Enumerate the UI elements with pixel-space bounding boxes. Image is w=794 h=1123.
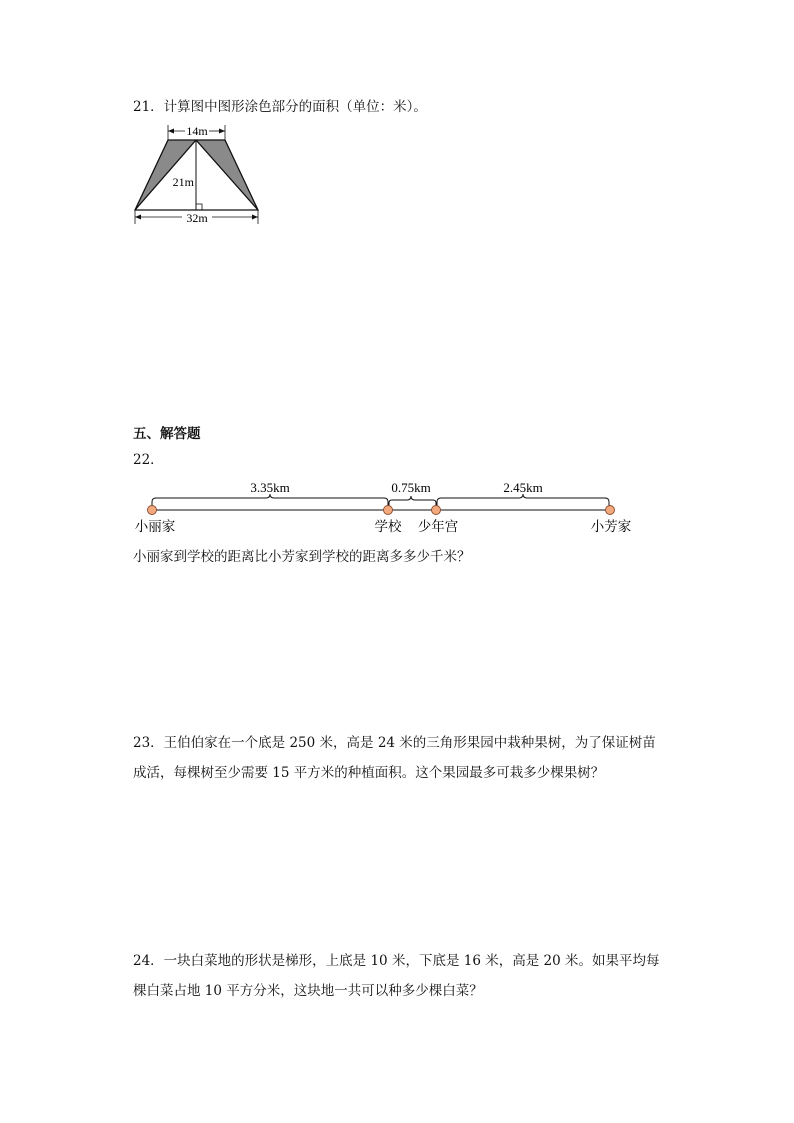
right-angle-mark — [196, 204, 202, 210]
dot-xiaofang-home — [606, 506, 615, 515]
section-title: 五、解答题 — [133, 426, 201, 442]
bottom-base-label: 32m — [186, 211, 208, 225]
place-label-1: 小丽家 — [134, 519, 176, 534]
height-label: 21m — [172, 175, 194, 189]
segment-label-1: 3.35km — [250, 480, 290, 495]
brace-3 — [437, 494, 609, 508]
dot-xiaoli-home — [148, 506, 157, 515]
q21-text: 21．计算图中图形涂色部分的面积（单位：米）。 — [133, 99, 427, 115]
q23-line-1: 23．王伯伯家在一个底是 250 米，高是 24 米的三角形果园中栽种果树，为了保证树苗 — [133, 735, 656, 751]
q24-line-2: 棵白菜占地 10 平方分米，这块地一共可以种多少棵白菜？ — [133, 983, 483, 999]
dot-youth-palace — [432, 506, 441, 515]
q23-line-2: 成活，每棵树至少需要 15 平方米的种植面积。这个果园最多可栽多少棵果树？ — [133, 765, 605, 781]
brace-2 — [389, 496, 436, 508]
dot-school — [384, 506, 393, 515]
segment-label-3: 2.45km — [503, 480, 543, 495]
top-base-label: 14m — [186, 124, 208, 138]
q22-question: 小丽家到学校的距离比小芳家到学校的距离多多少千米？ — [133, 549, 471, 565]
place-label-3: 少年宫 — [417, 519, 459, 534]
brace-1 — [152, 494, 388, 508]
place-label-4: 小芳家 — [590, 519, 632, 534]
place-label-2: 学校 — [374, 519, 402, 534]
q22-number: 22． — [133, 452, 164, 468]
segment-label-2: 0.75km — [391, 480, 431, 495]
q21-trapezoid-figure — [130, 120, 270, 228]
q24-line-1: 24．一块白菜地的形状是梯形，上底是 10 米，下底是 16 米，高是 20 米。如果平均每 — [133, 953, 660, 969]
q22-distance-diagram — [130, 476, 650, 538]
